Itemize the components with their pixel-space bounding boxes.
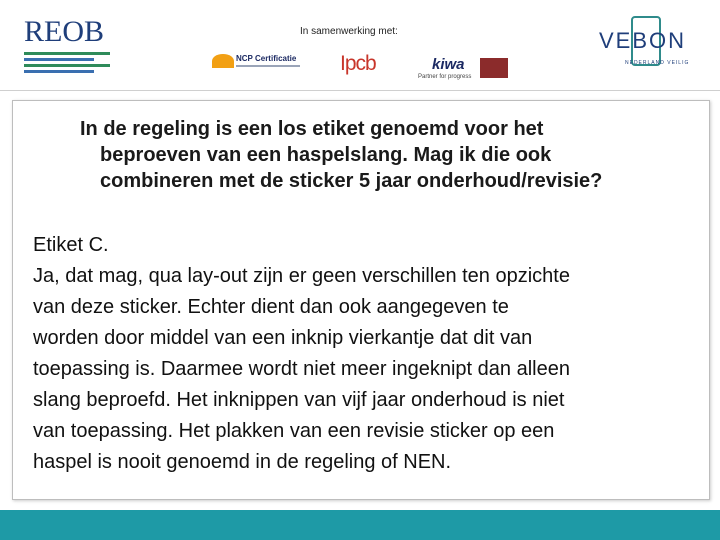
collaboration-label: In samenwerking met: xyxy=(300,26,398,37)
reob-logo-lines xyxy=(24,52,110,76)
kiwa-tagline: Partner for progress xyxy=(418,74,472,80)
vebon-logo-text: VEBON xyxy=(599,28,687,53)
answer-line: Ja, dat mag, qua lay-out zijn er geen verschillen ten opzichte xyxy=(33,265,570,287)
ncp-certificatie-logo xyxy=(212,52,304,76)
reob-logo-text: REOB xyxy=(24,15,105,48)
slide-header xyxy=(0,0,720,92)
kiwa-logo-text: kiwa xyxy=(432,56,465,73)
answer-line: van toepassing. Het plakken van een revisie sticker op een xyxy=(33,420,555,442)
ncp-logo-underline xyxy=(236,65,300,67)
answer-line: slang beproefd. Het inknippen van vijf jaar onderhoud is niet xyxy=(33,389,565,411)
kiwa-logo xyxy=(418,56,510,84)
vebon-logo xyxy=(595,16,695,72)
answer-text xyxy=(33,230,703,478)
vebon-logo-subtitle: NEDERLAND VEILIG xyxy=(625,60,690,66)
question-line: combineren met de sticker 5 jaar onderhoud/revisie? xyxy=(100,170,603,192)
ncp-mark-icon xyxy=(212,54,234,68)
question-text xyxy=(80,116,700,194)
reob-logo xyxy=(24,14,114,74)
answer-line: van deze sticker. Echter dient dan ook aangegeven te xyxy=(33,296,509,318)
ncp-logo-text: NCP Certificatie xyxy=(236,54,297,63)
question-line: beproeven van een haspelslang. Mag ik die ook xyxy=(100,144,552,166)
ipcb-logo: Ipcb xyxy=(340,52,376,75)
answer-line: Etiket C. xyxy=(33,234,109,256)
kiwa-mark-icon xyxy=(480,58,508,78)
header-divider xyxy=(0,90,720,91)
answer-line: worden door middel van een inknip vierkantje dat dit van xyxy=(33,327,533,349)
footer-bar xyxy=(0,510,720,540)
question-line: In de regeling is een los etiket genoemd voor het xyxy=(80,118,544,140)
answer-line: toepassing is. Daarmee wordt niet meer ingeknipt dan alleen xyxy=(33,358,570,380)
answer-line: haspel is nooit genoemd in de regeling of NEN. xyxy=(33,451,452,473)
